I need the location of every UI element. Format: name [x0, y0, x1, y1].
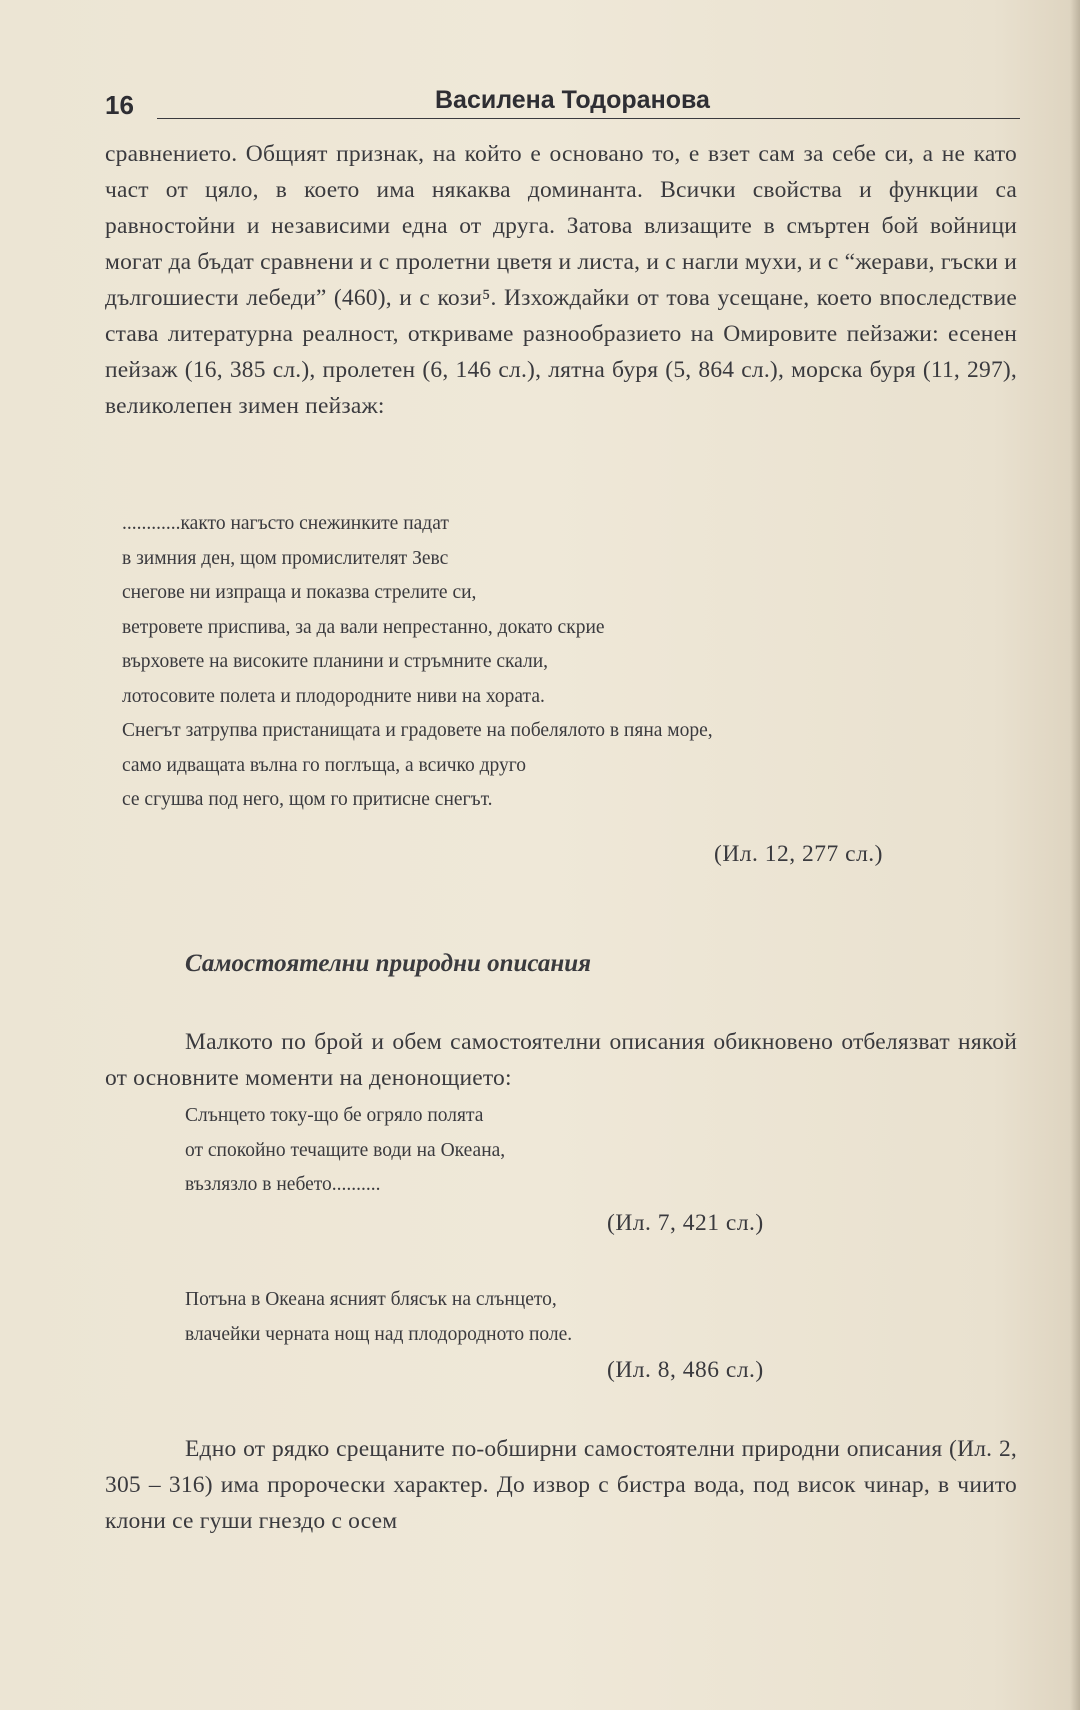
running-title: Василена Тодоранова: [435, 86, 710, 114]
verse-line: от спокойно течащите води на Океана,: [185, 1139, 506, 1161]
paragraph-prophetic: [105, 1431, 1017, 1539]
paragraph-text: сравнението. Общият признак, на който е основано то, е взет сам за себе си, а не като част от цяло, в което има някаква доминанта. Всички свойства и функции са равностойни и независими една от друга. Затова влизащите в смъртен бой войници могат да бъдат сравнени и с пролетни цветя и листа, и с нагли мухи, и с “жерави, гъски и дългошиести лебеди” (460), и с кози⁵. Изхождайки от това усещане, което впоследствие става литературна реалност, откриваме разнообразието на Омировите пейзажи: есенен пейзаж (16, 385 сл.), пролетен (6, 146 сл.), лятна буря (5, 864 сл.), морска буря (11, 297), великолепен зимен пейзаж:: [105, 141, 1017, 419]
verse-sunset: [185, 1283, 572, 1352]
paragraph-text: Едно от рядко срещаните по-обширни самостоятелни природни описания (Ил. 2, 305 – 316) има пророчески характер. До извор с бистра вода, под висок чинар, в чиито клони се гуши гнездо с осем: [105, 1436, 1017, 1534]
citation-iliad-8: (Ил. 8, 486 сл.): [607, 1357, 764, 1383]
verse-line: лотосовите полета и плодородните ниви на хората.: [122, 685, 545, 707]
verse-line: Слънцето току-що бе огряло полята: [185, 1105, 484, 1126]
citation-iliad-12: (Ил. 12, 277 сл.): [714, 841, 884, 867]
verse-line: Потъна в Океана ясният блясък на слънцето,: [185, 1289, 557, 1310]
citation-iliad-7: (Ил. 7, 421 сл.): [607, 1210, 764, 1236]
paragraph-text: Малкото по брой и обем самостоятелни описания обикновено отбелязват някой от основните моменти на денонощието:: [105, 1029, 1017, 1091]
verse-line: Снегът затрупва пристанищата и градовете на побелялото в пяна море,: [122, 720, 713, 741]
verse-line: само идващата вълна го поглъща, а всичко друго: [122, 754, 527, 776]
verse-line: снегове ни изпраща и показва стрелите си,: [122, 582, 477, 603]
section-heading: Самостоятелни природни описания: [185, 950, 592, 977]
header-rule: [157, 118, 1020, 119]
verse-line: се сгушва под него, щом го притисне снегът.: [122, 789, 493, 810]
verse-line: ............както нагъсто снежинките падат: [122, 513, 449, 534]
verse-line: върховете на високите планини и стръмните скали,: [122, 651, 549, 672]
page-number: 16: [105, 90, 134, 120]
page-edge-shadow: [1070, 0, 1080, 1710]
verse-line: в зимния ден, щом промислителят Зевс: [122, 547, 449, 569]
verse-line: възлязло в небето..........: [185, 1174, 381, 1195]
verse-line: влачейки черната нощ над плодородното поле.: [185, 1323, 573, 1345]
verse-winter-landscape: [122, 507, 713, 818]
paragraph-daily-moments: [105, 1024, 1017, 1096]
page-header: [105, 82, 1020, 120]
paragraph-comparison: [105, 136, 1017, 424]
verse-sunrise: [185, 1099, 505, 1203]
verse-line: ветровете приспива, за да вали непрестанно, докато скрие: [122, 616, 605, 638]
